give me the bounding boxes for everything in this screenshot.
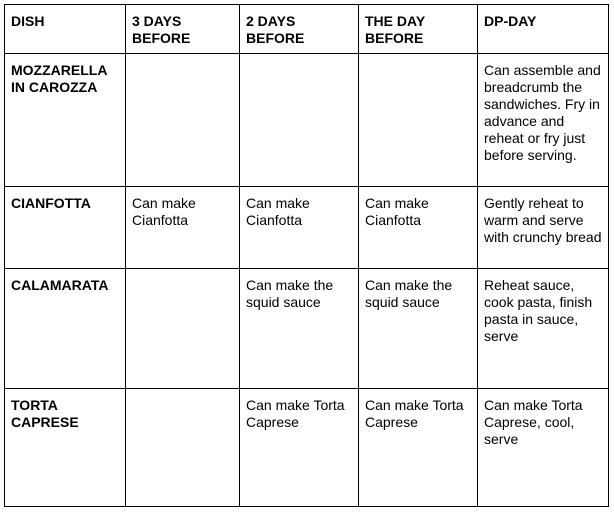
table-cell: Gently reheat to warm and serve with crunchy bread <box>478 187 609 269</box>
table-row <box>5 187 609 269</box>
table-cell: Can make Cianfotta <box>240 187 359 269</box>
table-cell: Can make Torta Caprese, cool, serve <box>478 389 609 507</box>
table-cell <box>126 389 240 507</box>
table-cell: Can make Cianfotta <box>126 187 240 269</box>
header-3-days-before: 3 DAYS BEFORE <box>126 5 240 54</box>
table-row <box>5 389 609 507</box>
table-cell: Can make Torta Caprese <box>240 389 359 507</box>
table-cell <box>126 269 240 389</box>
header-2-days-before: 2 DAYS BEFORE <box>240 5 359 54</box>
dish-cell: TORTA CAPRESE <box>5 389 126 507</box>
table-cell: Can make Torta Caprese <box>359 389 478 507</box>
table-cell: Can make the squid sauce <box>359 269 478 389</box>
table-cell: Can assemble and breadcrumb the sandwiches. Fry in advance and reheat or fry just before serving. <box>478 54 609 187</box>
table-row <box>5 54 609 187</box>
table-cell <box>359 54 478 187</box>
table-cell <box>126 54 240 187</box>
header-dp-day: DP-DAY <box>478 5 609 54</box>
table-cell: Reheat sauce, cook pasta, finish pasta in sauce, serve <box>478 269 609 389</box>
dish-cell: MOZZARELLA IN CAROZZA <box>5 54 126 187</box>
table-cell: Can make Cianfotta <box>359 187 478 269</box>
table-header-row <box>5 5 609 54</box>
dish-cell: CALAMARATA <box>5 269 126 389</box>
prep-schedule-table <box>4 4 609 507</box>
dish-cell: CIANFOTTA <box>5 187 126 269</box>
header-dish: DISH <box>5 5 126 54</box>
table-cell <box>240 54 359 187</box>
table-row <box>5 269 609 389</box>
header-day-before: THE DAY BEFORE <box>359 5 478 54</box>
table-cell: Can make the squid sauce <box>240 269 359 389</box>
